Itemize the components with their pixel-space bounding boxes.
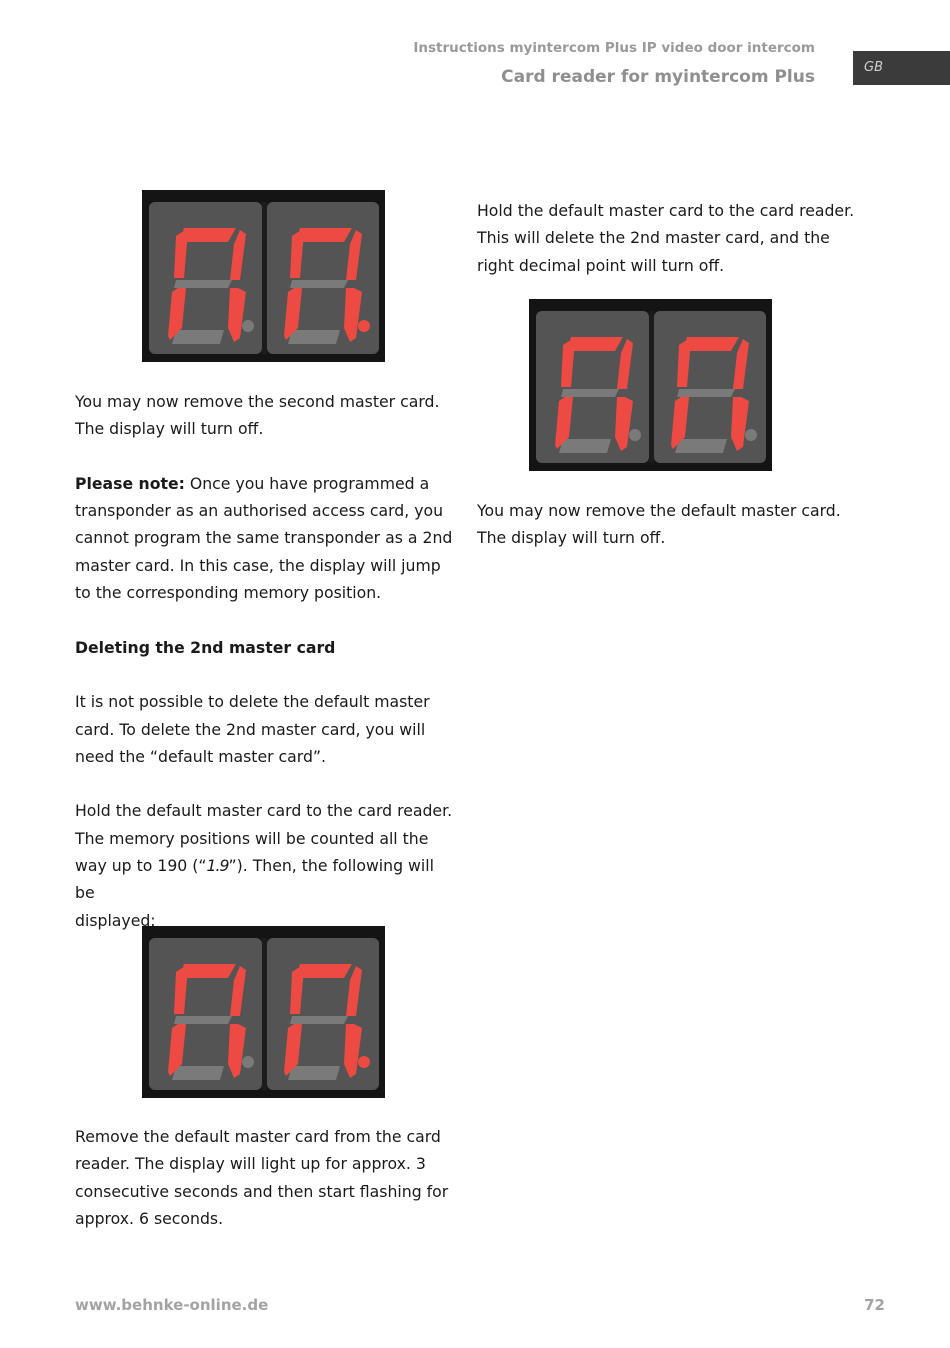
- text-line: cannot program the same transponder as a 2nd: [75, 528, 453, 548]
- text-line: transponder as an authorised access card, you: [75, 501, 444, 521]
- decimal-point: [358, 1056, 370, 1068]
- text-line: The display will turn off.: [477, 528, 666, 548]
- text-line: need the “default master card”.: [75, 746, 327, 766]
- text-line: way up to 190 (“: [75, 856, 207, 876]
- decimal-point: [745, 429, 757, 441]
- decimal-point: [358, 320, 370, 332]
- text-line: You may now remove the default master card.: [477, 501, 841, 520]
- text-line: approx. 6 seconds.: [75, 1208, 224, 1228]
- text-line: This will delete the 2nd master card, and the: [477, 228, 830, 248]
- text-line: consecutive seconds and then start flashing for: [75, 1181, 449, 1201]
- paragraph: [477, 197, 857, 279]
- document-title: Instructions myintercom Plus IP video door intercom: [413, 40, 815, 56]
- segment-d: [172, 330, 224, 344]
- segment-a: [567, 337, 623, 351]
- text-line: ”). Then, the following will be: [75, 856, 434, 903]
- right-column-text-bottom: [477, 497, 857, 552]
- segment-d: [288, 330, 340, 344]
- text-line: You may now remove the second master card.: [75, 392, 440, 411]
- page-number: 72: [864, 1296, 885, 1314]
- text-line: Hold the default master card to the card reader.: [75, 801, 453, 821]
- display-divider: [262, 202, 267, 354]
- text-line: card. To delete the 2nd master card, you will: [75, 719, 426, 739]
- paragraph: [75, 797, 455, 933]
- paragraph: [75, 688, 455, 770]
- text-line: to the corresponding memory position.: [75, 583, 382, 603]
- right-column-text: [477, 197, 857, 279]
- segment-a: [683, 337, 739, 351]
- decimal-point: [242, 1056, 254, 1068]
- language-tab: GB: [853, 51, 950, 85]
- text-line: The display will turn off.: [75, 419, 264, 439]
- segment-g: [677, 389, 735, 397]
- note-paragraph: [75, 470, 455, 606]
- segment-a: [180, 228, 236, 242]
- seven-segment-display-image: [529, 299, 772, 471]
- section-heading: [75, 634, 455, 661]
- text-line: master card. In this case, the display will jump: [75, 555, 441, 575]
- segment-a: [296, 964, 352, 978]
- decimal-point: [242, 320, 254, 332]
- inline-display-digits: 1.9: [206, 856, 229, 876]
- segment-g: [174, 1016, 232, 1024]
- paragraph: [75, 388, 455, 443]
- paragraph: [477, 497, 857, 552]
- seven-segment-display-image: [142, 926, 385, 1098]
- segment-g: [561, 389, 619, 397]
- display-divider: [649, 311, 654, 463]
- segment-a: [296, 228, 352, 242]
- paragraph: [75, 1123, 455, 1232]
- segment-g: [290, 280, 348, 288]
- text-line: It is not possible to delete the default master: [75, 692, 430, 712]
- segment-d: [288, 1066, 340, 1080]
- left-column-text-bottom: [75, 1123, 455, 1232]
- text-line: right decimal point will turn off.: [477, 255, 725, 275]
- heading-text: Deleting the 2nd master card: [75, 637, 336, 657]
- footer-website: www.behnke-online.de: [75, 1296, 269, 1314]
- section-title: Card reader for myintercom Plus: [501, 67, 815, 87]
- segment-d: [172, 1066, 224, 1080]
- text-line: Hold the default master card to the card reader.: [477, 201, 855, 220]
- text-line: displayed:: [75, 910, 156, 930]
- display-divider: [262, 938, 267, 1090]
- segment-g: [174, 280, 232, 288]
- left-column-text: [75, 388, 455, 934]
- text-line: The memory positions will be counted all the: [75, 828, 429, 848]
- note-label: Please note:: [75, 473, 185, 493]
- segment-d: [675, 439, 727, 453]
- segment-a: [180, 964, 236, 978]
- segment-g: [290, 1016, 348, 1024]
- decimal-point: [629, 429, 641, 441]
- text-line: Remove the default master card from the card: [75, 1127, 441, 1146]
- text-line: reader. The display will light up for approx. 3: [75, 1154, 426, 1174]
- segment-d: [559, 439, 611, 453]
- seven-segment-display-image: [142, 190, 385, 362]
- text-line: Once you have programmed a: [184, 473, 430, 493]
